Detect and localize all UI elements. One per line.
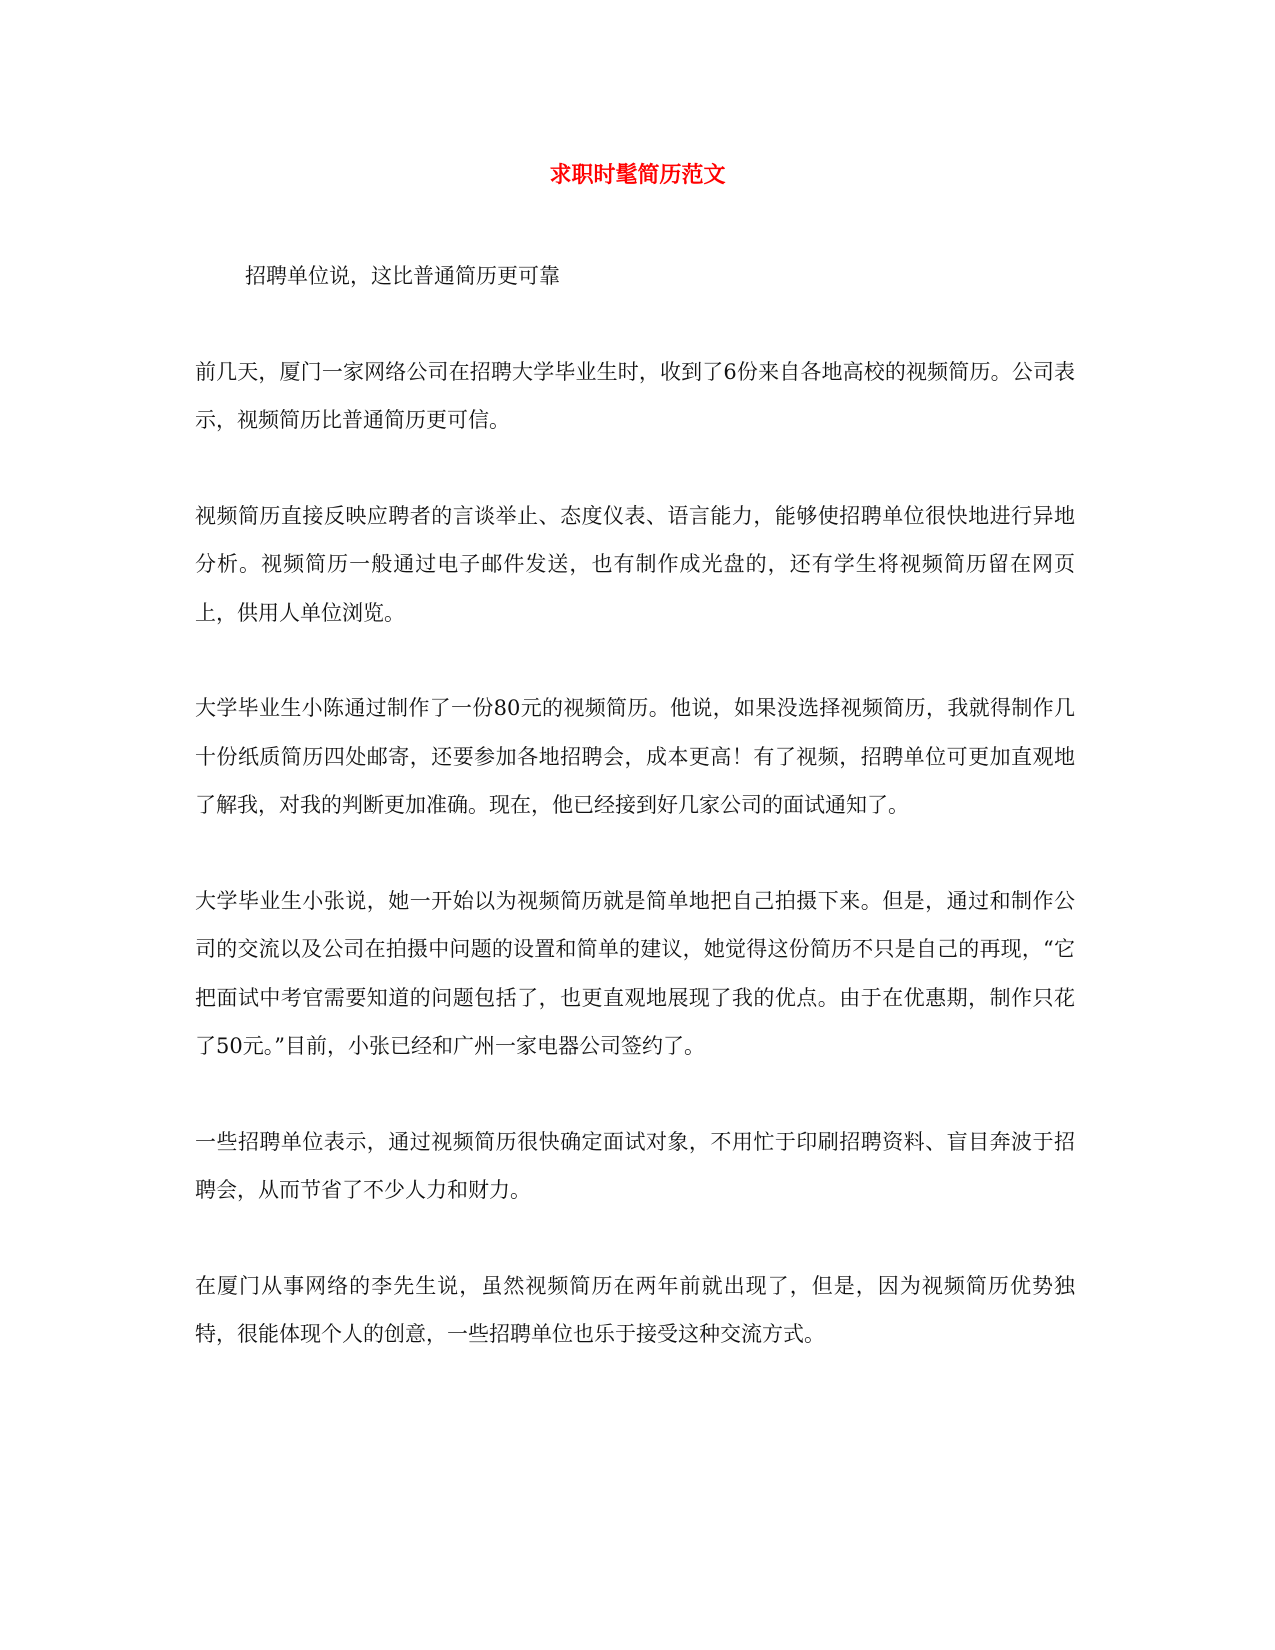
paragraph-5: 一些招聘单位表示，通过视频简历很快确定面试对象，不用忙于印刷招聘资料、盲目奔波于招聘会，从而节省了不少人力和财力。 [195,1129,1075,1202]
page-title: 求职时髦简历范文 [549,162,726,188]
paragraph-4: 大学毕业生小张说，她一开始以为视频简历就是简单地把自己拍摄下来。但是，通过和制作公司的交流以及公司在拍摄中问题的设置和简单的建议，她觉得这份简历不只是自己的再现，“它把面试中考官需要知道的问题包括了，也更直观地展现了我的优点。由于在优惠期，制作只花了50元。”目前，小张已经和广州一家电器公司签约了。 [195,888,1075,1058]
paragraph-3: 大学毕业生小陈通过制作了一份80元的视频简历。他说，如果没选择视频简历，我就得制作几十份纸质简历四处邮寄，还要参加各地招聘会，成本更高！有了视频，招聘单位可更加直观地了解我，对我的判断更加准确。现在，他已经接到好几家公司的面试通知了。 [195,696,1075,817]
document-body [195,252,1075,1406]
paragraph-2: 视频简历直接反映应聘者的言谈举止、态度仪表、语言能力，能够使招聘单位很快地进行异地分析。视频简历一般通过电子邮件发送，也有制作成光盘的，还有学生将视频简历留在网页上，供用人单位浏览。 [195,503,1075,625]
subtitle: 招聘单位说，这比普通简历更可靠 [245,264,560,288]
paragraph-6: 在厦门从事网络的李先生说，虽然视频简历在两年前就出现了，但是，因为视频简历优势独特，很能体现个人的创意，一些招聘单位也乐于接受这种交流方式。 [195,1273,1075,1346]
paragraph-1: 前几天，厦门一家网络公司在招聘大学毕业生时，收到了6份来自各地高校的视频简历。公司表示，视频简历比普通简历更可信。 [195,359,1075,432]
